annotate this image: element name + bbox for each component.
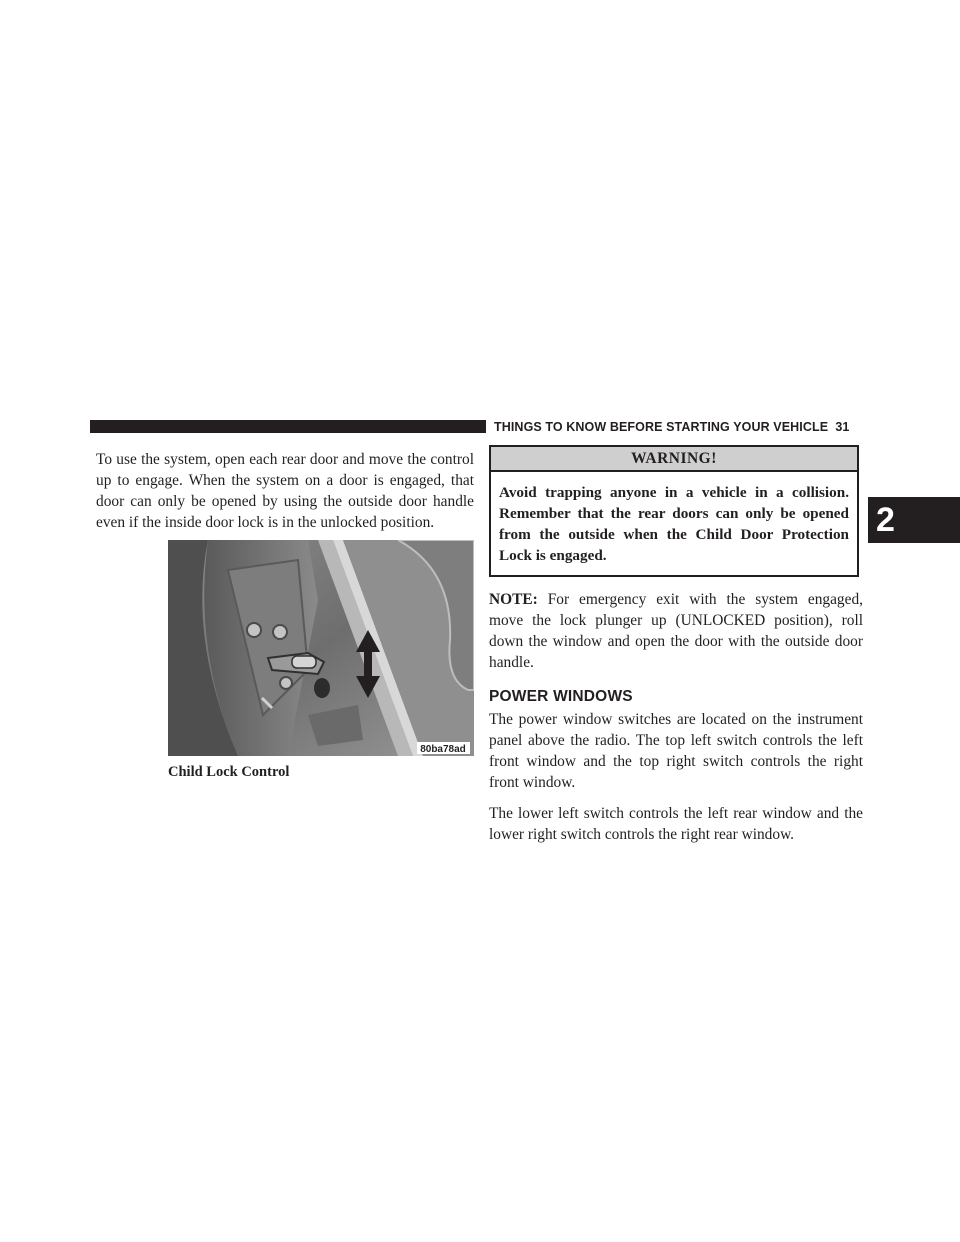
running-header [494, 419, 866, 435]
power-windows-paragraph-1: The power window switches are located on the instrument panel above the radio. The top left switch controls the left front window and the top right switch controls the right front window. [489, 711, 863, 791]
intro-paragraph: To use the system, open each rear door and move the control up to engage. When the system on a door is engaged, that door can only be opened by using the outside door handle even if the inside door lock is in the unlocked position. [96, 451, 474, 531]
header-section-title: THINGS TO KNOW BEFORE STARTING YOUR VEHICLE [494, 420, 829, 434]
left-column [96, 449, 474, 533]
warning-text: Avoid trapping anyone in a vehicle in a collision. Remember that the rear doors can only be opened from the outside when the Child Door Protection Lock is engaged. [499, 484, 849, 564]
power-windows-paragraph-2: The lower left switch controls the left rear window and the lower right switch controls the right rear window. [489, 805, 863, 843]
header-rule [90, 420, 486, 433]
right-column [489, 445, 863, 845]
note-paragraph [489, 589, 863, 673]
child-lock-figure [168, 540, 474, 756]
warning-box [489, 445, 859, 577]
power-windows-heading: POWER WINDOWS [489, 688, 633, 705]
figure-id-label: 80ba78ad [420, 744, 466, 755]
warning-title: WARNING! [491, 447, 857, 472]
child-lock-illustration [168, 540, 474, 756]
note-label: NOTE: [489, 591, 538, 608]
chapter-tab: 2 [868, 497, 960, 543]
note-text: For emergency exit with the system engaged, move the lock plunger up (UNLOCKED position), roll down the window and open the door with the outside door handle. [489, 591, 863, 671]
figure-caption: Child Lock Control [168, 764, 290, 780]
header-page-number: 31 [835, 420, 850, 434]
